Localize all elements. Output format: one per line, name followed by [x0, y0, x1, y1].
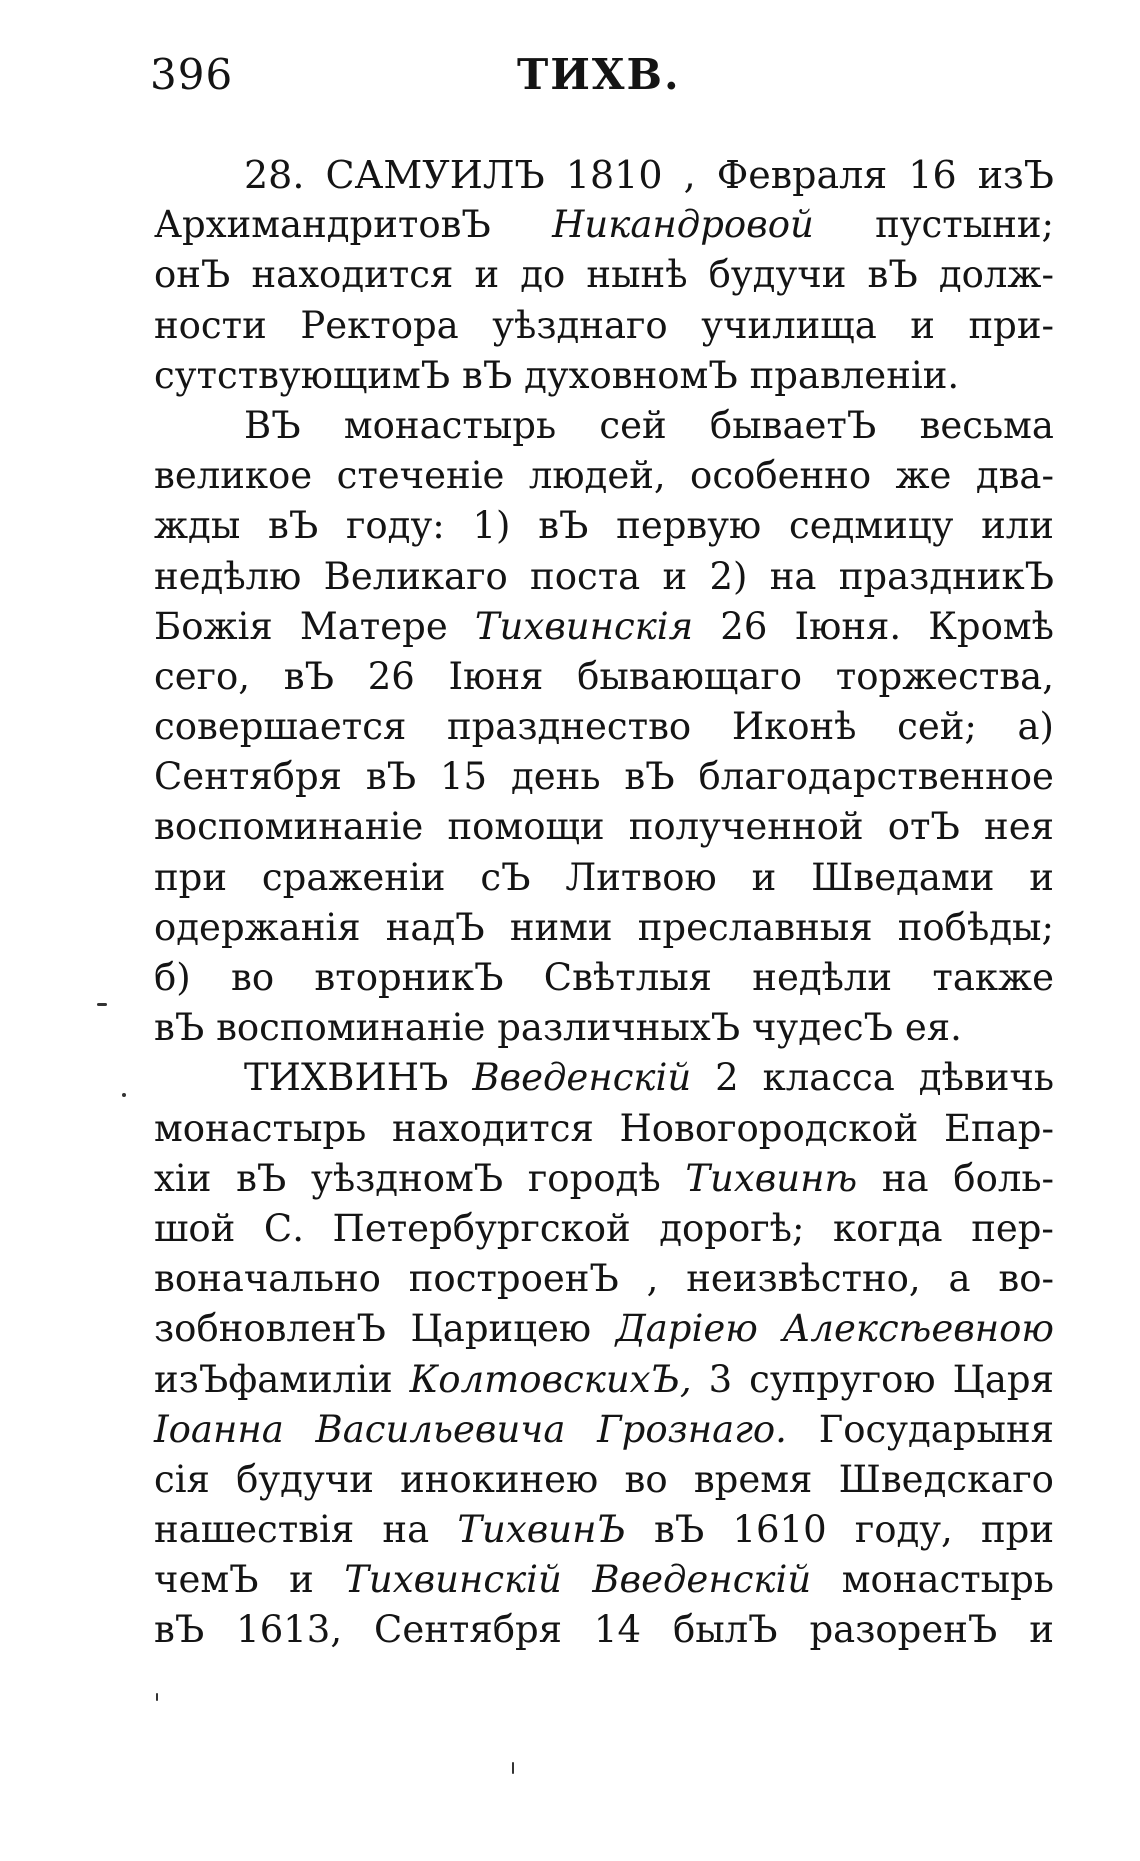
word: пустыни;: [875, 203, 1054, 247]
print-speck: [97, 1003, 107, 1006]
word: 15: [440, 755, 488, 799]
word: уѣздномЪ: [311, 1156, 504, 1200]
word: 1610: [732, 1508, 827, 1552]
word: 26: [720, 604, 768, 648]
word: праздникЪ: [838, 554, 1054, 598]
word: Божiя: [154, 604, 273, 648]
word: шой: [154, 1206, 236, 1250]
word: время: [693, 1457, 813, 1501]
word: во-: [998, 1257, 1054, 1301]
running-head: ТИХВ.: [517, 50, 681, 99]
word: недѣлю: [154, 554, 302, 598]
word: весьма: [919, 403, 1054, 447]
text-line: [154, 1254, 1054, 1304]
word: при: [980, 1508, 1054, 1552]
word: различныхЪ: [497, 1006, 741, 1050]
word: первую: [616, 504, 762, 548]
word: 1): [472, 504, 511, 548]
word: былЪ: [672, 1608, 778, 1652]
word: Алексѣевною: [782, 1307, 1054, 1351]
word: вЪ: [154, 1006, 205, 1050]
word: ности: [154, 303, 267, 347]
word: Епар-: [944, 1106, 1054, 1150]
word: ними: [509, 905, 613, 949]
word: Кромѣ: [928, 604, 1054, 648]
word: Грознаго.: [597, 1407, 787, 1451]
text-line: [154, 200, 1054, 250]
text-line: [154, 1555, 1054, 1605]
word: класса: [762, 1056, 895, 1100]
word: Введенскiй: [592, 1558, 812, 1602]
word: городѣ: [527, 1156, 661, 1200]
word: и: [662, 554, 688, 598]
text-line: [154, 953, 1054, 1003]
text-line: [154, 1304, 1054, 1354]
word: вЪ: [654, 1508, 705, 1552]
word: Царицею: [410, 1307, 592, 1351]
word: празднество: [446, 705, 692, 749]
word: сего,: [154, 654, 251, 698]
word: неизвѣстно,: [686, 1257, 921, 1301]
word: САМУИЛЪ: [325, 153, 545, 197]
word: и: [910, 303, 935, 347]
word: стеченiе: [336, 454, 505, 498]
word: будучи: [708, 253, 847, 297]
word: году:: [346, 504, 445, 548]
text-line: [154, 351, 1054, 401]
word: боль-: [953, 1156, 1054, 1200]
word: 2: [715, 1056, 739, 1100]
word: вЪ: [283, 654, 334, 698]
word: поста: [530, 554, 641, 598]
word: жды: [154, 504, 241, 548]
word: вторникЪ: [314, 956, 504, 999]
word: благодарственное: [698, 755, 1054, 799]
word: также: [932, 956, 1054, 999]
word: находится: [391, 1106, 594, 1150]
word: и: [751, 855, 777, 899]
word: совершается: [154, 705, 407, 749]
word: Iюня.: [794, 604, 902, 648]
word: изЪфамилiи: [154, 1357, 393, 1401]
word: во: [624, 1457, 668, 1501]
text-line: [154, 1605, 1054, 1655]
text-line: [154, 702, 1054, 752]
text-line: [154, 1154, 1054, 1204]
word: 16: [908, 153, 957, 197]
text-line: [154, 1355, 1054, 1405]
word: Новогородской: [619, 1106, 919, 1150]
text-line: [154, 652, 1054, 702]
text-line: [154, 1204, 1054, 1254]
word: Великаго: [323, 554, 508, 598]
word: б): [154, 956, 191, 999]
word: С.: [263, 1206, 304, 1250]
word: 1810: [565, 153, 663, 197]
body-text: [154, 150, 1054, 1656]
text-line: [154, 752, 1054, 802]
word: училища: [701, 303, 877, 347]
word: Февраля: [716, 153, 888, 197]
word: Шведскаго: [838, 1457, 1054, 1501]
text-line: [154, 602, 1054, 652]
word: особенно: [690, 454, 872, 498]
word: ,: [646, 1257, 659, 1301]
word: ТИХВИНЪ: [244, 1056, 449, 1100]
text-line: [154, 401, 1054, 451]
word: нашествiя: [154, 1508, 355, 1552]
page-number: 396: [150, 50, 234, 99]
word: сей;: [897, 705, 977, 749]
word: монастырь: [154, 1106, 367, 1150]
word: 14: [593, 1608, 642, 1652]
word: день: [510, 755, 601, 799]
word: зобновленЪ: [154, 1307, 386, 1351]
word: правленiи.: [749, 353, 960, 397]
word: сЪ: [480, 855, 531, 899]
word: ТихвинЪ: [457, 1508, 626, 1552]
word: когда: [832, 1206, 943, 1250]
word: вЪ: [867, 253, 918, 297]
word: ВЪ: [244, 403, 301, 447]
word: чемЪ: [154, 1558, 259, 1602]
word: вЪ: [365, 755, 417, 799]
text-line: [154, 451, 1054, 501]
word: Литвою: [565, 855, 717, 899]
word: воначально: [154, 1257, 381, 1301]
word: сей: [599, 403, 667, 447]
word: супругою: [749, 1357, 936, 1401]
word: вЪ: [268, 504, 319, 548]
word: преславныя: [637, 905, 873, 949]
word: ея.: [904, 1006, 962, 1050]
word: до: [520, 253, 566, 297]
word: при-: [968, 303, 1054, 347]
word: Сентября: [374, 1608, 562, 1652]
word: Государыня: [818, 1407, 1054, 1451]
word: Введенскiй: [472, 1056, 692, 1100]
word: и: [1029, 855, 1054, 899]
word: бываетЪ: [709, 403, 877, 447]
text-line: [154, 1104, 1054, 1154]
word: Тихвинскiй: [344, 1558, 562, 1602]
word: будучи: [236, 1457, 374, 1501]
word: монастырь: [343, 403, 557, 447]
text-line: [154, 1405, 1054, 1455]
word: 26: [367, 654, 415, 698]
word: изЪ: [977, 153, 1054, 197]
word: нея: [984, 805, 1054, 849]
word: торжества,: [835, 654, 1054, 698]
word: помощи: [447, 805, 605, 849]
word: великое: [154, 454, 313, 498]
word: и: [289, 1558, 314, 1602]
word: Васильевича: [315, 1407, 566, 1451]
word: Иконѣ: [731, 705, 857, 749]
word: отЪ: [887, 805, 960, 849]
word: Iоанна: [154, 1407, 284, 1451]
word: дорогѣ;: [659, 1206, 805, 1250]
word: же: [895, 454, 952, 498]
word: сутствующимЪ: [154, 353, 451, 397]
word: недѣли: [752, 956, 893, 999]
word: хiи: [154, 1156, 212, 1200]
word: 2): [709, 554, 748, 598]
word: вЪ: [236, 1156, 287, 1200]
text-line: [154, 150, 1054, 200]
word: сраженiи: [261, 855, 446, 899]
word: бывающаго: [577, 654, 803, 698]
word: долж-: [938, 253, 1054, 297]
word: побѣды;: [897, 905, 1054, 949]
word: находится: [251, 253, 454, 297]
word: вЪ: [154, 1608, 205, 1652]
text-line: [154, 853, 1054, 903]
print-speck: [156, 1693, 158, 1701]
word: сiя: [154, 1457, 210, 1501]
word: чудесЪ: [751, 1006, 893, 1050]
word: Шведами: [811, 855, 995, 899]
word: Свѣтлыя: [543, 956, 712, 999]
word: одержанiя: [154, 905, 361, 949]
word: уѣзднаго: [492, 303, 668, 347]
word: а: [948, 1257, 971, 1301]
word: два-: [975, 454, 1054, 498]
word: надЪ: [385, 905, 485, 949]
word: и: [1029, 1608, 1054, 1652]
word: построенЪ: [408, 1257, 619, 1301]
word: ,: [683, 153, 696, 197]
word: Царя: [952, 1357, 1054, 1401]
word: Матере: [299, 604, 448, 648]
word: на: [382, 1508, 430, 1552]
word: на: [881, 1156, 929, 1200]
word: и: [474, 253, 500, 297]
text-line: [154, 903, 1054, 953]
word: пер-: [971, 1206, 1054, 1250]
word: седмицу: [788, 504, 954, 548]
text-line: [154, 552, 1054, 602]
print-speck: [122, 1093, 126, 1097]
text-line: [154, 501, 1054, 551]
word: воспоминанiе: [216, 1006, 486, 1050]
word: 28.: [244, 153, 305, 197]
word: Сентября: [154, 755, 342, 799]
word: 1613,: [236, 1608, 343, 1652]
word: а): [1017, 705, 1054, 749]
word: Дарiею: [615, 1307, 758, 1351]
word: людей,: [528, 454, 666, 498]
word: духовномЪ: [524, 353, 738, 397]
word: Никандровой: [552, 203, 814, 247]
word: воспоминанiе: [154, 805, 424, 849]
word: онЪ: [154, 253, 231, 297]
text-line: [154, 1455, 1054, 1505]
page-header: [150, 44, 1060, 104]
word: Ректора: [300, 303, 459, 347]
word: вЪ: [462, 353, 513, 397]
word: инокинею: [400, 1457, 599, 1501]
text-line: [154, 250, 1054, 300]
word: монастырь: [841, 1558, 1054, 1602]
word: во: [231, 956, 275, 999]
word: на: [769, 554, 817, 598]
word: 3: [708, 1357, 733, 1401]
text-line: [154, 802, 1054, 852]
word: полученной: [628, 805, 864, 849]
word: разоренЪ: [809, 1608, 998, 1652]
word: вЪ: [624, 755, 675, 799]
word: или: [981, 504, 1054, 548]
text-line: [154, 1053, 1054, 1103]
word: КолтовскихЪ,: [409, 1357, 692, 1401]
text-line: [154, 1003, 1054, 1053]
word: Тихвинскiя: [474, 604, 694, 648]
word: Тихвинѣ: [685, 1156, 858, 1200]
text-line: [154, 301, 1054, 351]
word: нынѣ: [586, 253, 688, 297]
word: Петербургской: [332, 1206, 631, 1250]
word: Iюня: [448, 654, 544, 698]
word: вЪ: [538, 504, 589, 548]
text-line: [154, 1505, 1054, 1555]
word: дѣвичь: [918, 1056, 1054, 1100]
print-speck: [512, 1762, 514, 1774]
word: АрхимандритовЪ: [154, 203, 491, 247]
word: году,: [854, 1508, 953, 1552]
word: при: [154, 855, 228, 899]
